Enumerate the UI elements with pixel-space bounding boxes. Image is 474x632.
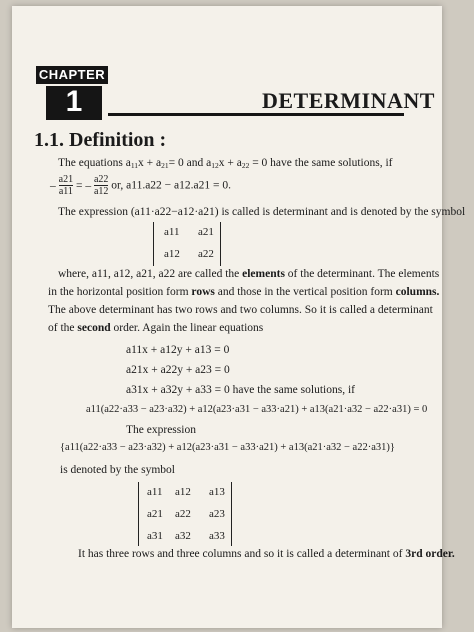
- equation-line: a11x + a12y + a13 = 0: [126, 344, 230, 356]
- paragraph-line: It has three rows and three columns and so it is called a determinant of 3rd order.: [78, 548, 455, 560]
- det-cell: a33: [209, 530, 225, 542]
- paragraph-line: The expression: [126, 424, 196, 436]
- equation-line: a21x + a22y + a23 = 0: [126, 364, 230, 376]
- det-cell: a31: [147, 530, 163, 542]
- chapter-number: 1: [46, 86, 102, 120]
- det-cell: a11: [147, 486, 163, 498]
- det-cell: a22: [175, 508, 191, 520]
- paragraph-line: The above determinant has two rows and two columns. So it is called a determinant: [48, 304, 433, 316]
- section-heading: 1.1. Definition :: [34, 129, 167, 151]
- det-cell: a12: [175, 486, 191, 498]
- paragraph-line: of the second order. Again the linear equations: [48, 322, 264, 334]
- paragraph-line: in the horizontal position form rows and those in the vertical position form columns.: [48, 286, 440, 298]
- det-cell: a23: [209, 508, 225, 520]
- det-cell: a11: [164, 226, 180, 238]
- paragraph-line: The expression (a11·a22−a12·a21) is called is determinant and is denoted by the symbol: [58, 206, 466, 218]
- equation-line: a11(a22·a33 − a23·a32) + a12(a23·a31 − a33·a21) + a13(a21·a32 − a22·a31) = 0: [86, 404, 428, 415]
- det-cell: a21: [147, 508, 163, 520]
- chapter-badge: [36, 66, 108, 118]
- det-cell: a13: [209, 486, 225, 498]
- det-cell: a22: [198, 248, 214, 260]
- ratio-equation: – $\frac{a21}{a11}$ = – $\frac{a22}{a12}$ or, a11.a22 − a12.a21 = 0.: [50, 174, 231, 197]
- equation-line: a31x + a32y + a33 = 0 have the same solutions, if: [126, 384, 355, 396]
- det-cell: a12: [164, 248, 180, 260]
- chapter-label: CHAPTER: [36, 66, 108, 84]
- det-cell: a32: [175, 530, 191, 542]
- equation-line: {a11(a22·a33 − a23·a32) + a12(a23·a31 − a33·a21) + a13(a21·a32 − a22·a31)}: [60, 442, 395, 453]
- textbook-page: [12, 6, 466, 628]
- chapter-title: DETERMINANT: [262, 88, 435, 113]
- paragraph-line: The equations $a_{11}x + a_{21}= 0$ and $a_{12}x + a_{22} = 0$ have the same solutions, if: [58, 157, 393, 170]
- paragraph-line: where, a11, a12, a21, a22 are called the elements of the determinant. The elements: [58, 268, 440, 280]
- determinant-2x2: [153, 222, 221, 266]
- determinant-3x3: [138, 482, 232, 546]
- paragraph-line: is denoted by the symbol: [60, 464, 175, 476]
- det-cell: a21: [198, 226, 214, 238]
